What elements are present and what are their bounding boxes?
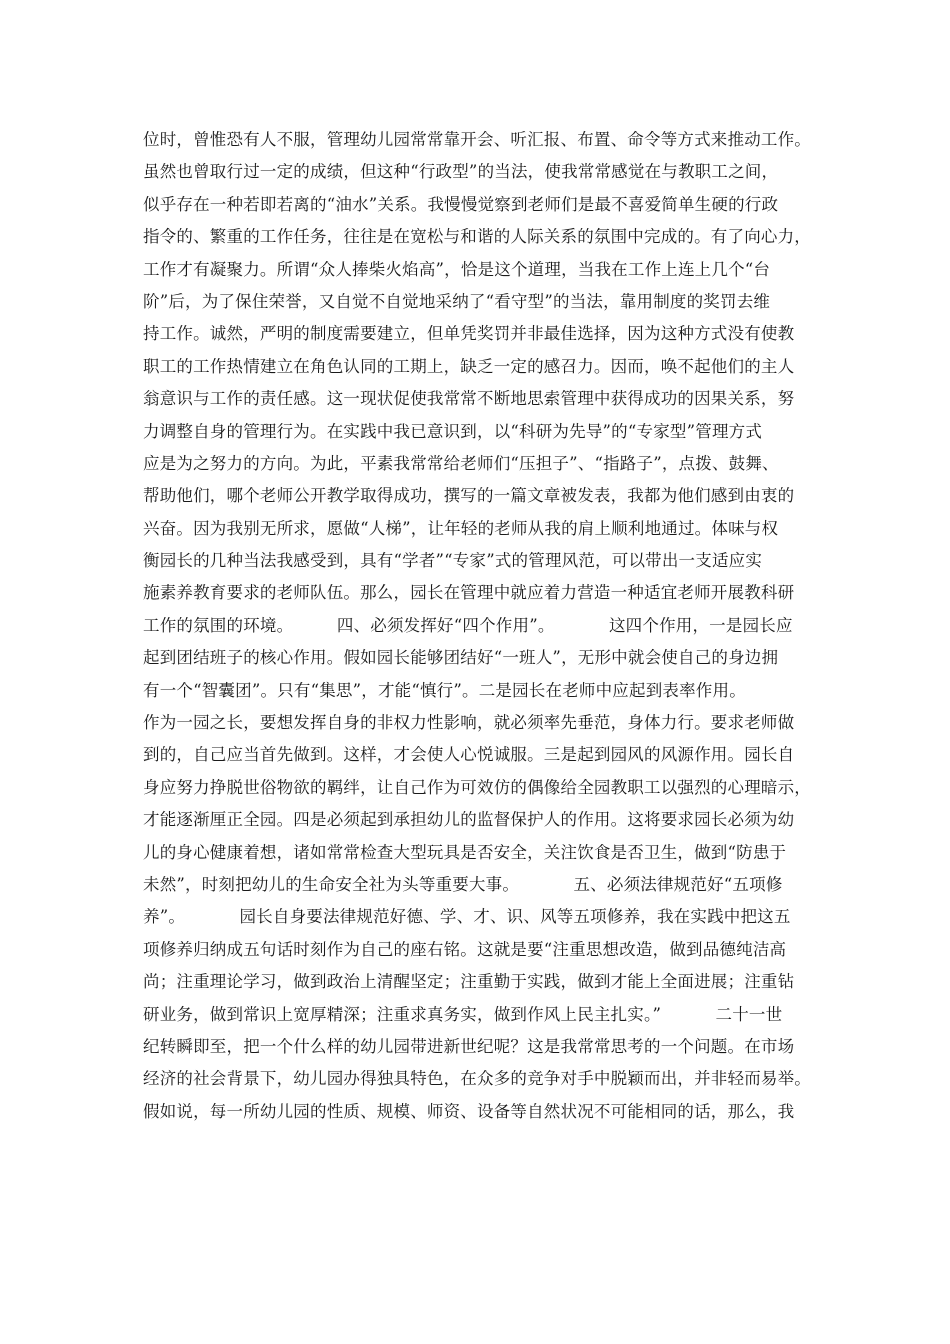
text-line: 未然”，时刻把幼儿的生命安全社为头等重要大事。 五、必须法律规范好“五项修 (143, 874, 783, 894)
text-line: 假如说，每一所幼儿园的性质、规模、师资、设备等自然状况不可能相同的话，那么，我 (143, 1101, 795, 1121)
text-line: 职工的工作热情建立在角色认同的工期上，缺乏一定的感召力。因而，唤不起他们的主人 (143, 356, 795, 376)
text-line: 经济的社会背景下，幼儿园办得独具特色，在众多的竞争对手中脱颖而出，并非轻而易举。 (143, 1069, 811, 1089)
text-line: 阶”后，为了保住荣誉，又自觉不自觉地采纳了“看守型”的当法，靠用制度的奖罚去维 (143, 291, 771, 311)
text-line: 养”。 园长自身要法律规范好德、学、才、识、风等五项修养，我在实践中把这五 (143, 907, 791, 927)
text-line: 施素养教育要求的老师队伍。那么，园长在管理中就应着力营造一种适宜老师开展教科研 (143, 583, 795, 603)
text-line: 工作的氛围的环境。 四、必须发挥好“四个作用”。 这四个作用，一是园长应 (143, 615, 793, 635)
text-line: 帮助他们，哪个老师公开教学取得成功，撰写的一篇文章被发表，我都为他们感到由衷的 (143, 486, 795, 506)
text-line: 项修养归纳成五句话时刻作为自己的座右铭。这就是要“注重思想改造，做到品德纯洁高 (143, 939, 787, 959)
text-line: 虽然也曾取行过一定的成绩，但这种“行政型”的当法，使我常常感觉在与教职工之间， (143, 162, 779, 182)
text-line: 指令的、繁重的工作任务，往往是在宽松与和谐的人际关系的氛围中完成的。有了向心力， (143, 227, 811, 247)
text-line: 纪转瞬即至，把一个什么样的幼儿园带进新世纪呢？这是我常常思考的一个问题。在市场 (143, 1036, 795, 1056)
text-line: 似乎存在一种若即若离的“油水”关系。我慢慢觉察到老师们是最不喜爱简单生硬的行政 (143, 194, 779, 214)
text-line: 儿的身心健康着想，诸如常常检查大型玩具是否安全，关注饮食是否卫生，做到“防患于 (143, 842, 787, 862)
text-line: 才能逐渐厘正全园。四是必须起到承担幼儿的监督保护人的作用。这将要求园长必须为幼 (143, 810, 795, 830)
body-text (143, 124, 815, 1128)
text-line: 工作才有凝聚力。所谓“众人捧柴火焰高”，恰是这个道理，当我在工作上连上几个“台 (143, 259, 771, 279)
text-line: 身应努力挣脱世俗物欲的羁绊，让自己作为可效仿的偶像给全园教职工以强烈的心理暗示， (143, 777, 811, 797)
text-line: 起到团结班子的核心作用。假如园长能够团结好“一班人”，无形中就会使自己的身边拥 (143, 648, 779, 668)
text-line: 持工作。诚然，严明的制度需要建立，但单凭奖罚并非最佳选择，因为这种方式没有使教 (143, 324, 795, 344)
text-line: 翁意识与工作的责任感。这一现状促使我常常不断地思索管理中获得成功的因果关系，努 (143, 389, 795, 409)
text-line: 位时，曾惟恐有人不服，管理幼儿园常常靠开会、听汇报、布置、命令等方式来推动工作。 (143, 130, 811, 149)
text-line: 有一个“智囊团”。只有“集思”，才能“慎行”。二是园长在老师中应起到表率作用。 (143, 680, 746, 700)
text-line: 到的，自己应当首先做到。这样，才会使人心悦诚服。三是起到园风的风源作用。园长自 (143, 745, 795, 765)
text-line: 作为一园之长，要想发挥自身的非权力性影响，就必须率先垂范，身体力行。要求老师做 (143, 713, 795, 733)
text-line: 兴奋。因为我别无所求，愿做“人梯”，让年轻的老师从我的肩上顺利地通过。体味与权 (143, 518, 779, 538)
text-line: 尚；注重理论学习，做到政治上清醒坚定；注重勤于实践，做到才能上全面进展；注重钻 (143, 972, 795, 992)
text-line: 力调整自身的管理行为。在实践中我已意识到，以“科研为先导”的“专家型”管理方式 (143, 421, 763, 441)
text-line: 应是为之努力的方向。为此，平素我常常给老师们“压担子”、“指路子”，点拨、鼓舞、 (143, 453, 779, 473)
text-line: 研业务，做到常识上宽厚精深；注重求真务实，做到作风上民主扎实。” 二十一世 (143, 1004, 783, 1024)
text-line: 衡园长的几种当法我感受到，具有“学者”“专家”式的管理风范，可以带出一支适应实 (143, 551, 763, 571)
